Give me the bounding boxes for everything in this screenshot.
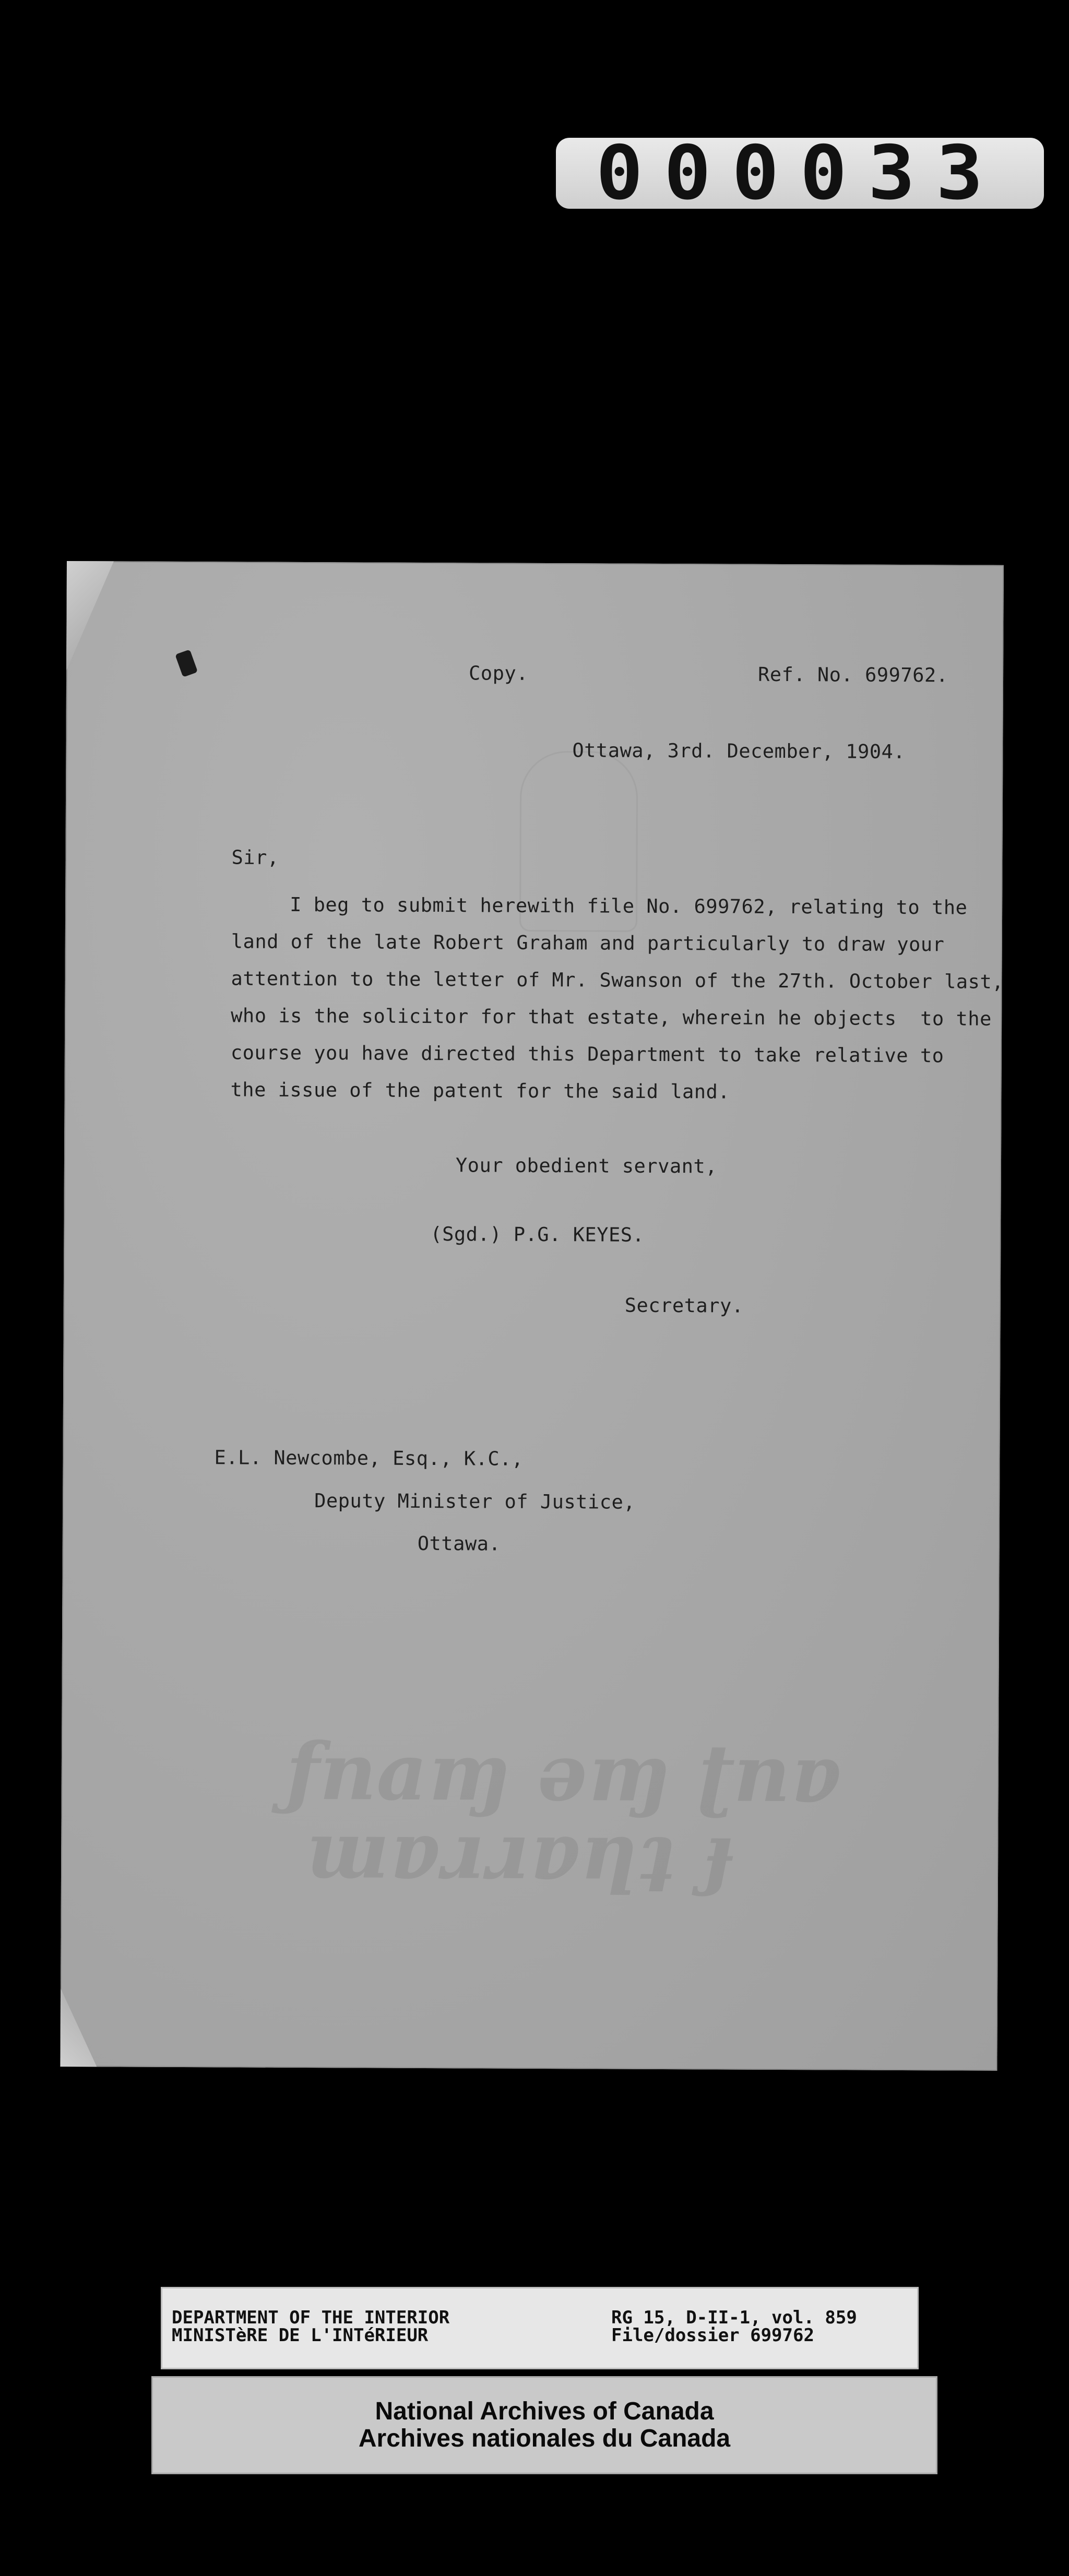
archive-name-french: Archives nationales du Canada <box>358 2425 731 2452</box>
bleed-through-handwriting-2: ɯɐɹɹɐƞʇ ɟ <box>306 1804 734 1898</box>
reference-number: Ref. No. 699762. <box>757 663 948 687</box>
letter-sheet <box>60 561 1004 2071</box>
date-line: Ottawa, 3rd. December, 1904. <box>572 739 906 764</box>
punch-hole <box>175 649 198 677</box>
frame-number: 000033 <box>596 130 1004 217</box>
body-line-5: course you have directed this Department to take relative to <box>230 1041 944 1067</box>
file-number: File/dossier 699762 <box>611 2325 814 2346</box>
body-line-1: I beg to submit herewith file No. 699762, relating to the <box>290 893 968 919</box>
bleed-through-handwriting: ƒnaɱ əɱ ʈnɐ <box>286 1725 841 1820</box>
department-english: DEPARTMENT OF THE INTERIOR <box>172 2307 450 2328</box>
department-french: MINISTèRE DE L'INTéRIEUR <box>172 2325 429 2346</box>
archive-name-english: National Archives of Canada <box>375 2398 714 2425</box>
signature: (Sgd.) P.G. KEYES. <box>430 1223 645 1246</box>
record-group: RG 15, D-II-1, vol. 859 <box>611 2307 857 2328</box>
addressee-name: E.L. Newcombe, Esq., K.C., <box>214 1446 524 1470</box>
copy-label: Copy. <box>468 662 529 685</box>
body-line-2: land of the late Robert Graham and particularly to draw your <box>231 930 945 956</box>
frame-counter <box>556 130 1044 217</box>
closing: Your obedient servant, <box>455 1154 718 1178</box>
addressee-city: Ottawa. <box>417 1532 501 1555</box>
body-line-6: the issue of the patent for the said land. <box>230 1078 730 1103</box>
folded-corner <box>66 561 114 671</box>
archive-reference-label <box>161 2287 919 2369</box>
body-line-3: attention to the letter of Mr. Swanson of the 27th. October last, <box>231 967 1004 993</box>
archive-banner <box>151 2376 937 2474</box>
addressee-position: Deputy Minister of Justice, <box>314 1489 636 1513</box>
signer-title: Secretary. <box>624 1294 744 1317</box>
body-line-4: who is the solicitor for that estate, wherein he objects to the <box>231 1004 992 1030</box>
salutation: Sir, <box>231 846 279 869</box>
folded-corner-bottom <box>60 1988 97 2067</box>
